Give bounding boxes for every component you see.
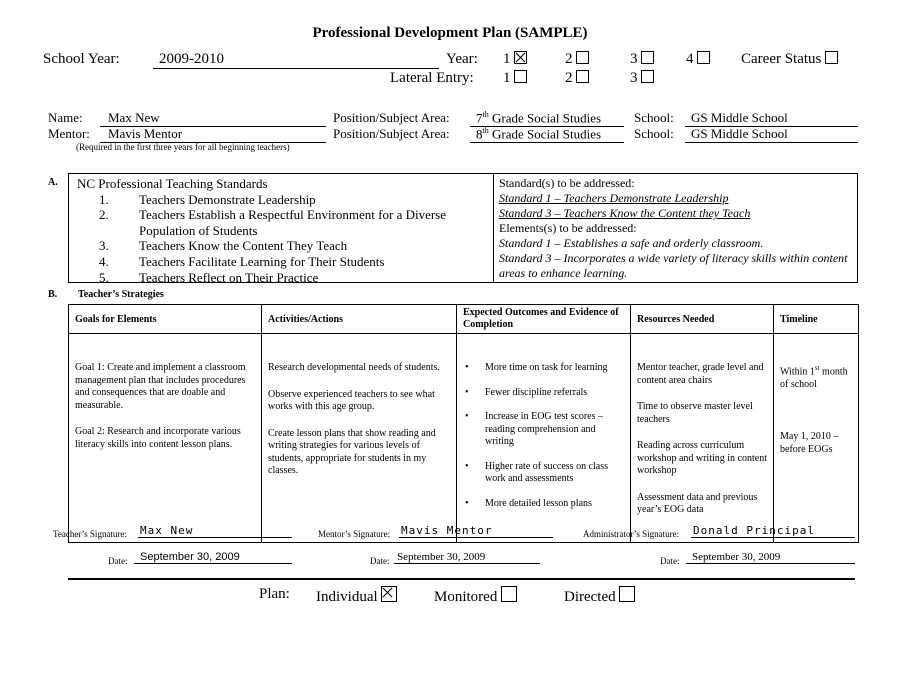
mentor-signature-label: Mentor’s Signature: (318, 529, 391, 539)
lateral-2-checkbox[interactable] (576, 70, 589, 83)
mentor-school-field[interactable]: GS Middle School (685, 126, 858, 143)
year-1-checkbox[interactable] (514, 51, 527, 64)
year-2-checkbox[interactable] (576, 51, 589, 64)
lateral-1-checkbox[interactable] (514, 70, 527, 83)
standard-item: 1. Teachers Demonstrate Leadership (99, 191, 316, 207)
year-option-3[interactable]: 3 (630, 51, 654, 68)
element-item: Standard 3 – Incorporates a wide variety of literacy skills within content areas to enhance learning. (499, 251, 848, 280)
school-year-field[interactable]: 2009-2010 (153, 51, 439, 69)
outcome-item: • More time on task for learning (463, 362, 624, 375)
name-label: Name: (48, 110, 83, 125)
year-label: Year: (446, 51, 478, 67)
career-status-option[interactable]: Career Status (741, 51, 838, 68)
admin-signature-field[interactable]: Donald Principal (691, 524, 855, 538)
resources-cell (631, 334, 774, 543)
col-outcomes-header: Expected Outcomes and Evidence of Completion (457, 305, 631, 334)
table-header-row (69, 305, 859, 334)
activity-item: Observe experienced teachers to see what works with this age group. (268, 388, 435, 412)
timeline-cell (774, 334, 859, 543)
admin-date-label: Date: (660, 556, 680, 566)
lateral-option-2[interactable]: 2 (565, 70, 589, 87)
career-status-checkbox[interactable] (825, 51, 838, 64)
year-option-1[interactable]: 1 (503, 51, 527, 68)
resource-item: Reading across curriculum workshop and writing in content workshop (637, 440, 767, 476)
section-b-letter: B. (48, 289, 58, 300)
table-row (69, 334, 859, 543)
lateral-option-3[interactable]: 3 (630, 70, 654, 87)
section-b-heading: Teacher’s Strategies (78, 289, 164, 300)
section-a-letter: A. (48, 177, 58, 188)
position-label: Position/Subject Area: (333, 110, 450, 125)
mentor-date-field[interactable]: September 30, 2009 (394, 551, 540, 564)
plan-label: Plan: (259, 586, 290, 602)
col-timeline-header: Timeline (774, 305, 859, 334)
plan-directed-checkbox[interactable] (619, 586, 635, 602)
plan-monitored-checkbox[interactable] (501, 586, 517, 602)
activity-item: Research developmental needs of students. (268, 362, 440, 373)
standard-item: 5. Teachers Reflect on Their Practice (99, 269, 319, 285)
outcomes-cell (457, 334, 631, 543)
plan-option-monitored[interactable]: Monitored (434, 586, 517, 606)
year-4-checkbox[interactable] (697, 51, 710, 64)
plan-option-directed[interactable]: Directed (564, 586, 635, 606)
standard-item: 3. Teachers Know the Content They Teach (99, 238, 348, 254)
standard-item: 2. Teachers Establish a Respectful Environment for a Diverse Population of Students (99, 207, 447, 238)
mentor-note: (Required in the first three years for all beginning teachers) (76, 142, 290, 152)
mentor-field[interactable]: Mavis Mentor (100, 126, 326, 143)
admin-signature-label: Administrator’s Signature: (583, 529, 680, 539)
year-3-checkbox[interactable] (641, 51, 654, 64)
standard-item: 4. Teachers Facilitate Learning for Their Students (99, 253, 385, 269)
col-activities-header: Activities/Actions (262, 305, 457, 334)
year-option-2[interactable]: 2 (565, 51, 589, 68)
plan-individual-checkbox[interactable] (381, 586, 397, 602)
plan-option-individual[interactable]: Individual (316, 586, 397, 606)
strategies-table (68, 304, 859, 543)
page-title: Professional Development Plan (SAMPLE) (312, 25, 588, 41)
section-a-box (68, 173, 858, 283)
col-resources-header: Resources Needed (631, 305, 774, 334)
resource-item: Assessment data and previous year’s EOG data (637, 491, 758, 515)
mentor-position-label: Position/Subject Area: (333, 126, 450, 141)
mentor-date-label: Date: (370, 556, 390, 566)
mentor-signature-field[interactable]: Mavis Mentor (399, 524, 553, 538)
activity-item: Create lesson plans that show reading and writing strategies for various levels of students, appropriate for students in my classes. (268, 427, 436, 476)
goals-cell (69, 334, 262, 543)
position-field[interactable]: 7th Grade Social Studies (470, 110, 624, 127)
outcome-item: • Fewer discipline referrals (463, 387, 624, 400)
school-label: School: (634, 110, 674, 125)
resource-item: Mentor teacher, grade level and content area chairs (637, 362, 764, 386)
elements-label: Elements(s) to be addressed: (499, 221, 637, 235)
teacher-signature-label: Teacher’s Signature: (53, 529, 127, 539)
standards-heading: NC Professional Teaching Standards (77, 176, 268, 191)
divider (68, 578, 855, 580)
outcome-item: • Higher rate of success on class work and assessments (463, 461, 624, 486)
col-goals-header: Goals for Elements (69, 305, 262, 334)
mentor-label: Mentor: (48, 126, 90, 141)
name-field[interactable]: Max New (100, 110, 326, 127)
outcome-item: • Increase in EOG test scores – reading comprehension and writing (463, 411, 624, 449)
goal-item: Goal 2: Research and incorporate various literacy skills into content lesson plans. (75, 426, 241, 450)
standard-addressed-item: Standard 1 – Teachers Demonstrate Leadership (499, 191, 729, 205)
mentor-school-label: School: (634, 126, 674, 141)
lateral-entry-label: Lateral Entry: (390, 70, 474, 86)
lateral-option-1[interactable]: 1 (503, 70, 527, 87)
timeline-item: May 1, 2010 – before EOGs (780, 431, 839, 455)
teacher-signature-field[interactable]: Max New (138, 524, 292, 538)
standards-addressed (499, 176, 849, 281)
outcome-item: • More detailed lesson plans (463, 498, 624, 511)
standards-list (77, 176, 469, 285)
mentor-position-field[interactable]: 8th Grade Social Studies (470, 126, 624, 143)
school-year-label: School Year: (43, 51, 120, 67)
goal-item: Goal 1: Create and implement a classroom management plan that includes procedures and consequences that are doable and measurable. (75, 362, 246, 411)
year-option-4[interactable]: 4 (686, 51, 710, 68)
standards-addressed-label: Standard(s) to be addressed: (499, 176, 635, 190)
admin-date-field[interactable]: September 30, 2009 (686, 551, 855, 564)
element-item: Standard 1 – Establishes a safe and orderly classroom. (499, 236, 764, 250)
activities-cell (262, 334, 457, 543)
resource-item: Time to observe master level teachers (637, 401, 753, 425)
timeline-item: Within 1st month of school (780, 364, 848, 390)
teacher-date-label: Date: (108, 556, 128, 566)
lateral-3-checkbox[interactable] (641, 70, 654, 83)
teacher-date-field[interactable]: September 30, 2009 (134, 551, 292, 564)
standard-addressed-item: Standard 3 – Teachers Know the Content they Teach (499, 206, 751, 220)
school-field[interactable]: GS Middle School (685, 110, 858, 127)
